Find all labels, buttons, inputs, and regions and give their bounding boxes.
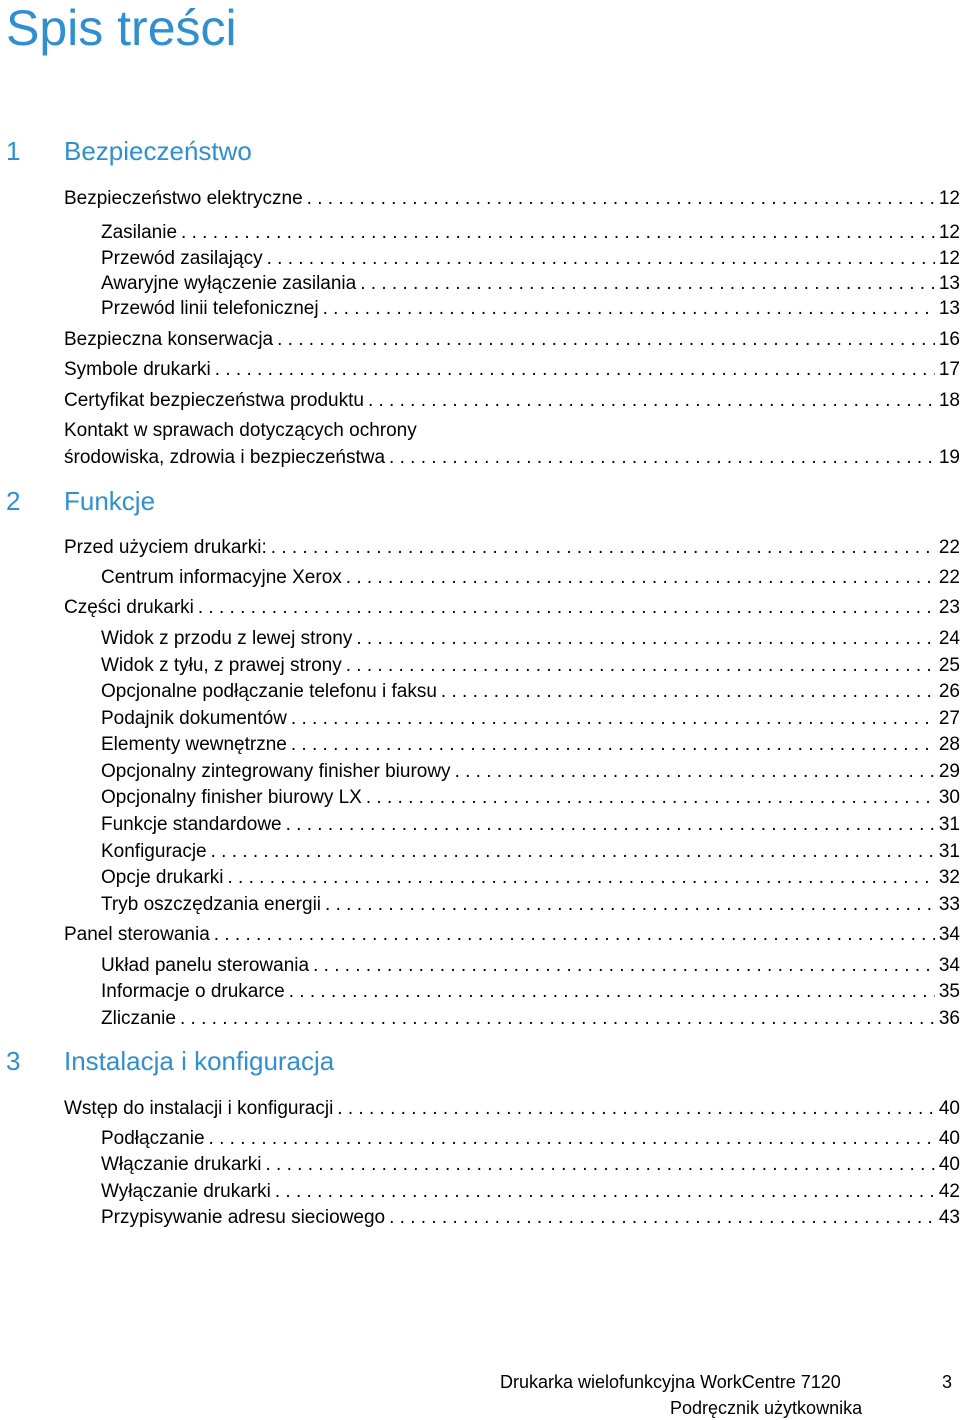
- dot-leader: [181, 220, 935, 246]
- toc-entry-page: 40: [938, 1128, 960, 1149]
- toc-entry-page: 35: [938, 981, 960, 1002]
- toc-entry-page: 22: [938, 537, 960, 558]
- chapter-3-heading[interactable]: [0, 1046, 960, 1076]
- dot-leader: [323, 296, 935, 322]
- chapter-title: Funkcje: [64, 486, 156, 516]
- toc-entry[interactable]: [101, 892, 960, 918]
- toc-entry-page: 40: [938, 1154, 960, 1175]
- toc-entry-page: 24: [938, 628, 960, 649]
- toc-entry-page: 29: [938, 761, 960, 782]
- toc-entry[interactable]: [101, 785, 960, 811]
- chapter-1-heading[interactable]: [0, 136, 960, 166]
- dot-leader: [389, 1205, 935, 1231]
- dot-leader: [366, 785, 935, 811]
- toc-entry-page: 17: [938, 359, 960, 380]
- toc-entry-label: Układ panelu sterowania: [101, 955, 310, 976]
- toc-entry-label: Przewód linii telefonicznej: [101, 298, 319, 319]
- toc-entry-label: Zliczanie: [101, 1008, 176, 1029]
- toc-entry[interactable]: [101, 679, 960, 705]
- dot-leader: [455, 759, 935, 785]
- toc-entry-label: Wstęp do instalacji i konfiguracji: [64, 1098, 334, 1119]
- toc-entry[interactable]: [64, 595, 960, 621]
- dot-leader: [198, 595, 935, 621]
- dot-leader: [277, 327, 935, 353]
- dot-leader: [291, 706, 935, 732]
- dot-leader: [266, 1152, 935, 1178]
- toc-entry-page: 32: [938, 867, 960, 888]
- toc-entry[interactable]: [101, 220, 960, 246]
- toc-entry-page: 42: [938, 1181, 960, 1202]
- toc-entry-page: 18: [938, 390, 960, 411]
- toc-entry[interactable]: [101, 812, 960, 838]
- toc-entry[interactable]: [64, 922, 960, 948]
- toc-entry-page: 12: [938, 188, 960, 209]
- toc-entry-label: Opcjonalny zintegrowany finisher biurowy: [101, 761, 451, 782]
- dot-leader: [307, 186, 935, 212]
- toc-entry-label: Podajnik dokumentów: [101, 708, 287, 729]
- toc-entry[interactable]: [101, 1126, 960, 1152]
- toc-entry[interactable]: [101, 979, 960, 1005]
- toc-entry-page: 12: [938, 248, 960, 269]
- toc-entry-page: 13: [938, 298, 960, 319]
- dot-leader: [346, 565, 935, 591]
- toc-entry[interactable]: [101, 953, 960, 979]
- dot-leader: [211, 839, 935, 865]
- toc-entry[interactable]: [101, 296, 960, 322]
- toc-entry-page: 26: [938, 681, 960, 702]
- toc-entry-label: Przypisywanie adresu sieciowego: [101, 1207, 386, 1228]
- footer-manual-title: Podręcznik użytkownika: [670, 1398, 863, 1418]
- toc-entry-label: Certyfikat bezpieczeństwa produktu: [64, 390, 364, 411]
- toc-entry[interactable]: [101, 732, 960, 758]
- toc-entry-label: Części drukarki: [64, 597, 194, 618]
- toc-entry-page: 31: [938, 814, 960, 835]
- toc-entry[interactable]: [101, 706, 960, 732]
- toc-entry-label: Zasilanie: [101, 222, 178, 243]
- toc-entry-page: 34: [938, 924, 960, 945]
- toc-entry-page: 28: [938, 734, 960, 755]
- toc-entry[interactable]: [101, 1205, 960, 1231]
- toc-entry-page: 25: [938, 655, 960, 676]
- dot-leader: [267, 246, 935, 272]
- footer-page-number: 3: [942, 1372, 953, 1392]
- toc-entry-page: 36: [938, 1008, 960, 1029]
- toc-entry-label: Opcjonalne podłączanie telefonu i faksu: [101, 681, 437, 702]
- toc-entry-label: Opcjonalny finisher biurowy LX: [101, 787, 362, 808]
- dot-leader: [368, 388, 935, 414]
- footer-product-name: Drukarka wielofunkcyjna WorkCentre 7120: [500, 1372, 841, 1392]
- toc-entry-label: Elementy wewnętrzne: [101, 734, 287, 755]
- chapter-number: 1: [6, 136, 21, 166]
- toc-entry-label: Centrum informacyjne Xerox: [101, 567, 342, 588]
- toc-entry-label: Wyłączanie drukarki: [101, 1181, 271, 1202]
- toc-entry[interactable]: [101, 271, 960, 297]
- toc-entry-page: 16: [938, 329, 960, 350]
- toc-entry[interactable]: [101, 839, 960, 865]
- toc-entry-page: 22: [938, 567, 960, 588]
- toc-entry-page: 12: [938, 222, 960, 243]
- toc-entry-label: Przed użyciem drukarki:: [64, 537, 267, 558]
- dot-leader: [275, 1179, 935, 1205]
- toc-entry-label: Panel sterowania: [64, 924, 210, 945]
- toc-entry-label: Bezpieczeństwo elektryczne: [64, 188, 303, 209]
- dot-leader: [313, 953, 935, 979]
- toc-entry[interactable]: [64, 1096, 960, 1122]
- toc-entry-label: Opcje drukarki: [101, 867, 224, 888]
- toc-entry-label: Funkcje standardowe: [101, 814, 282, 835]
- toc-entry[interactable]: [101, 759, 960, 785]
- toc-entry-label: Widok z tyłu, z prawej strony: [101, 655, 342, 676]
- dot-leader: [346, 653, 935, 679]
- chapter-title: Instalacja i konfiguracja: [64, 1046, 335, 1076]
- dot-leader: [337, 1096, 935, 1122]
- toc-entry-label: Informacje o drukarce: [101, 981, 285, 1002]
- toc-entry[interactable]: [101, 246, 960, 272]
- toc-entry-page: 27: [938, 708, 960, 729]
- toc-entry[interactable]: [101, 1006, 960, 1032]
- toc-entry[interactable]: [64, 535, 960, 561]
- dot-leader: [389, 445, 935, 471]
- toc-entry-page: 13: [938, 273, 960, 294]
- toc-entry-page: 19: [938, 447, 960, 468]
- chapter-number: 3: [6, 1046, 21, 1076]
- toc-entry[interactable]: [64, 445, 960, 471]
- toc-entry-page: 43: [938, 1207, 960, 1228]
- toc-entry-label: Awaryjne wyłączenie zasilania: [101, 273, 357, 294]
- toc-entry[interactable]: [101, 653, 960, 679]
- toc-entry[interactable]: [101, 865, 960, 891]
- chapter-2-heading[interactable]: [0, 486, 960, 516]
- toc-entry-label: Symbole drukarki: [64, 359, 211, 380]
- page-title: Spis treści: [6, 0, 237, 56]
- dot-leader: [289, 979, 935, 1005]
- dot-leader: [441, 679, 935, 705]
- toc-entry[interactable]: [64, 186, 960, 212]
- toc-entry[interactable]: [101, 565, 960, 591]
- dot-leader: [286, 812, 935, 838]
- toc-entry[interactable]: [64, 357, 960, 383]
- dot-leader: [214, 922, 935, 948]
- toc-entry-label: Podłączanie: [101, 1128, 205, 1149]
- toc-entry[interactable]: [64, 327, 960, 353]
- dot-leader: [291, 732, 935, 758]
- toc-entry-label: Bezpieczna konserwacja: [64, 329, 274, 350]
- toc-entry-label: środowiska, zdrowia i bezpieczeństwa: [64, 447, 386, 468]
- dot-leader: [215, 357, 935, 383]
- toc-entry-page: 33: [938, 894, 960, 915]
- toc-entry-page: 31: [938, 841, 960, 862]
- toc-entry[interactable]: [101, 626, 960, 652]
- toc-entry-label: Widok z przodu z lewej strony: [101, 628, 353, 649]
- toc-entry[interactable]: [64, 388, 960, 414]
- toc-entry-label: Tryb oszczędzania energii: [101, 894, 322, 915]
- dot-leader: [271, 535, 935, 561]
- dot-leader: [180, 1006, 935, 1032]
- dot-leader: [209, 1126, 935, 1152]
- toc-entry-label: Przewód zasilający: [101, 248, 263, 269]
- dot-leader: [325, 892, 935, 918]
- toc-entry-label-line1[interactable]: Kontakt w sprawach dotyczących ochrony: [64, 420, 417, 441]
- toc-entry-page: 30: [938, 787, 960, 808]
- dot-leader: [356, 626, 935, 652]
- toc-entry[interactable]: [101, 1152, 960, 1178]
- toc-entry[interactable]: [101, 1179, 960, 1205]
- toc-entry-page: 40: [938, 1098, 960, 1119]
- dot-leader: [228, 865, 935, 891]
- dot-leader: [360, 271, 935, 297]
- chapter-number: 2: [6, 486, 21, 516]
- chapter-title: Bezpieczeństwo: [64, 136, 252, 166]
- toc-entry-label: Konfiguracje: [101, 841, 207, 862]
- toc-entry-page: 23: [938, 597, 960, 618]
- toc-entry-label: Włączanie drukarki: [101, 1154, 262, 1175]
- toc-entry-page: 34: [938, 955, 960, 976]
